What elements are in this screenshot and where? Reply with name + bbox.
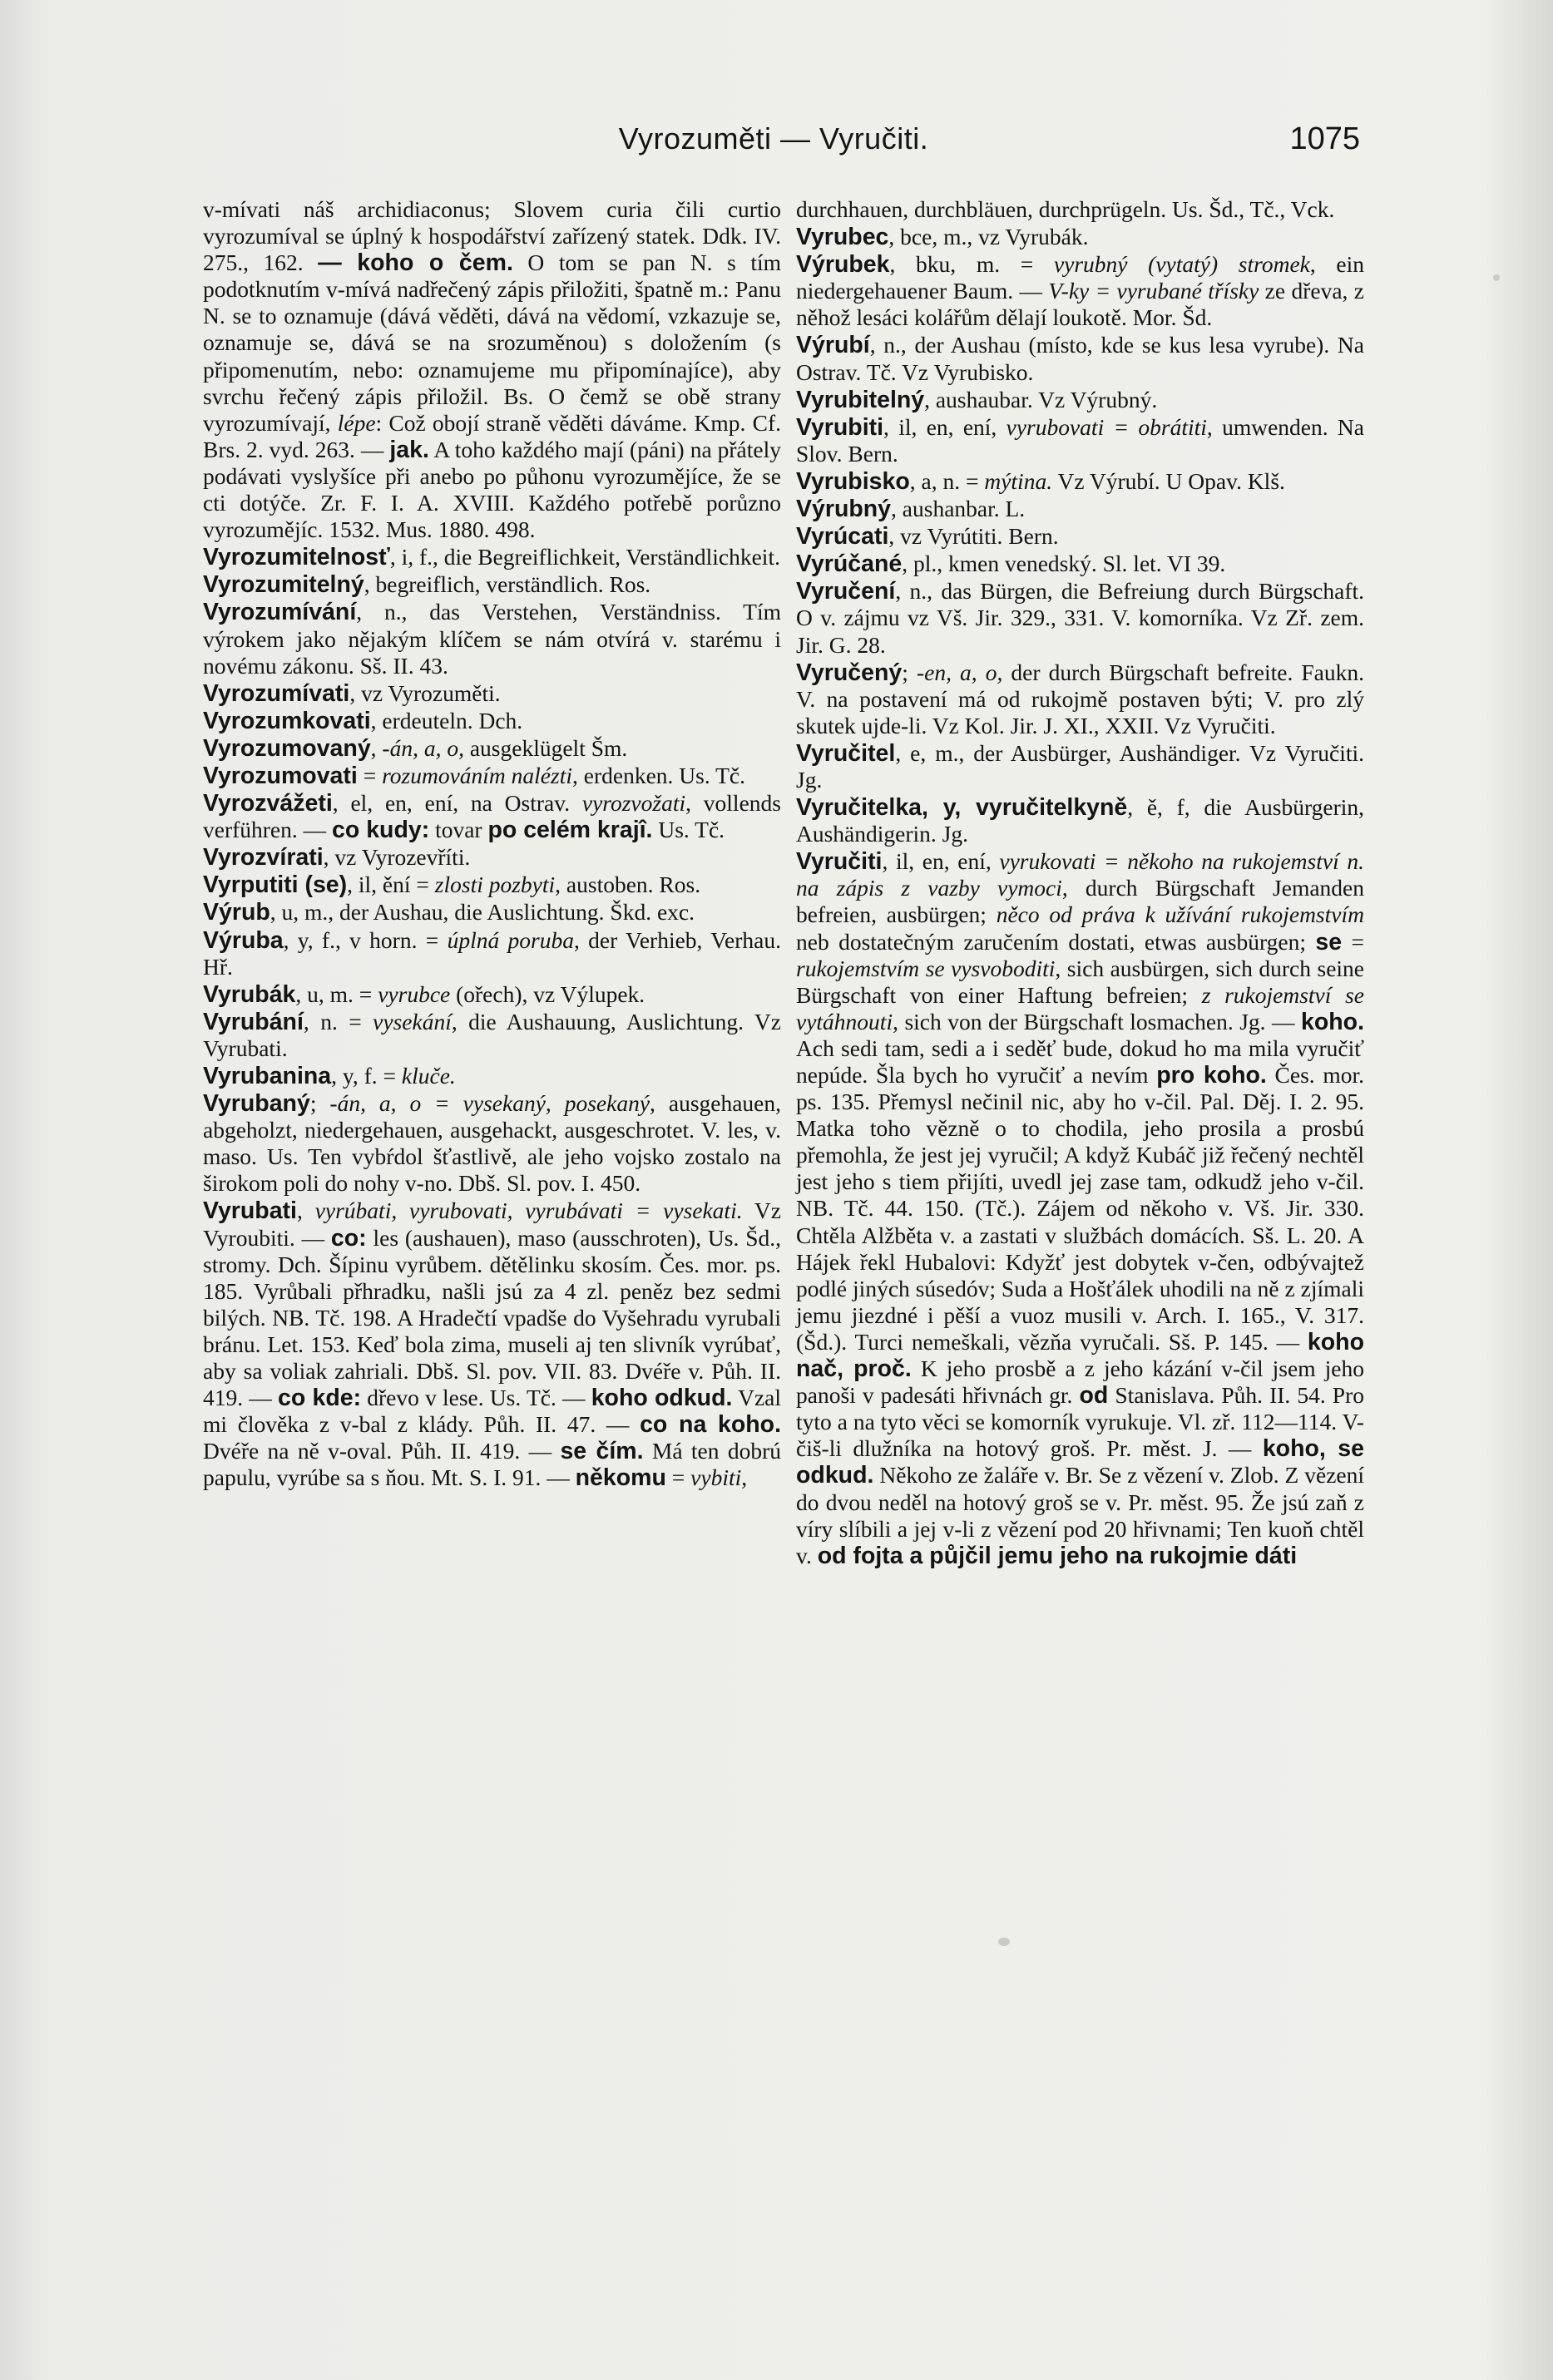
dictionary-entry	[203, 571, 781, 598]
entry-text: ,	[296, 1197, 315, 1224]
entry-text: Má ten dobrú papulu, vyrúbe sa s ňou. Mt. S. I. 91. —	[203, 1438, 781, 1491]
dictionary-entry	[203, 735, 781, 762]
entry-text: durchhauen, durchbläuen, durchprügeln. Us. Šd., Tč., Vck.	[796, 196, 1335, 222]
entry-text: , vz Vyrozevříti.	[323, 844, 471, 871]
headword: koho nač, proč.	[796, 1328, 1364, 1383]
headword: Vyručitel	[796, 739, 896, 767]
headword: pro koho.	[1156, 1062, 1267, 1089]
headword: co na koho.	[640, 1411, 781, 1439]
headword: jak.	[389, 436, 429, 463]
headword: Vyručiti	[796, 848, 883, 876]
entry-text: , n., das Bürgen, die Befreiung durch Bürgschaft. O v. zájmu vz Vš. Jir. 329., 331. V. komorníka. Vz Zř. zem. Jir. G. 28.	[796, 578, 1364, 658]
italic-gloss: rukojemstvím se vysvoboditi	[796, 955, 1056, 981]
dictionary-entry	[203, 763, 781, 789]
headword: se čím.	[560, 1438, 644, 1465]
entry-text: , il, en, ení,	[883, 413, 1006, 440]
entry-text: =	[357, 762, 383, 788]
entry-text: , el, en, ení, na Ostrav.	[332, 790, 582, 817]
italic-gloss: vyrozvožati	[581, 790, 686, 817]
italic-gloss: -en, a, o,	[916, 659, 1003, 685]
dictionary-entry	[796, 523, 1364, 550]
italic-gloss: z rukojemství se vytáhnouti	[796, 981, 1364, 1034]
entry-text: , u, m. =	[295, 980, 378, 1007]
entry-text: , a, n. =	[909, 467, 985, 494]
entry-text: , e, m., der Ausbürger, Aushändiger. Vz Vyručiti. Jg.	[796, 739, 1364, 793]
dictionary-entry	[796, 659, 1364, 739]
dictionary-entry	[796, 224, 1364, 250]
headword: Vyručení	[796, 578, 896, 605]
headword: Vyrubec	[796, 224, 889, 251]
entry-text: O tom se pan N. s tím podotknutím v-mívá nadřečený zápis přiložiti, špatně m.: Panu N. se to oznamuje (dává věděti, dává na vědomí, vzkazuje se, oznamuje se, dává se na srozuměnou) s doložením (s připomenutím, nebo: oznamujeme mu připomínajíce), aby svrchu řečený zápis přiložil. Bs. O čemž se obě strany vyrozumívají,	[203, 249, 781, 436]
headword: koho odkud.	[591, 1385, 733, 1412]
dictionary-entry	[203, 680, 781, 707]
dictionary-entry	[203, 544, 781, 570]
entry-text: , u, m., der Aushau, die Auslichtung. Škd. exc.	[270, 899, 695, 926]
dictionary-entry	[796, 578, 1364, 658]
entry-text: , erdeuteln. Dch.	[370, 707, 523, 733]
entry-text: , die Aushauung, Auslichtung. Vz Vyrubati.	[203, 1008, 781, 1061]
entry-text: Dvéře na ně v-oval. Půh. II. 419. —	[203, 1438, 561, 1464]
entry-text: (ořech), vz Výlupek.	[450, 980, 645, 1007]
entry-text: A toho každého mají (páni) na přátely podávati vyslyšíce při anebo po půhonu vyrozumějíce, že se cti dotýče. Zr. F. I. A. XVIII. Každého potřebě porůzno vyrozumějíc. 1532. Mus. 1880. 498.	[203, 436, 781, 543]
headword: Vyručitelka, y, vyručitelkyně	[796, 794, 1128, 822]
headword: Vyrúcati	[796, 523, 889, 551]
entry-text: , ausgehauen, abgeholzt, niedergehauen, ausgehackt, ausgeschrotet. V. les, v. maso. Us. Ten vybŕdol šťastlivě, ale jeho vojsko zostalo na širokom poli do nohy v-no. Dbš. Sl. pov. I. 450.	[203, 1090, 782, 1197]
dictionary-entry	[796, 496, 1364, 522]
headword: Vyrubati	[203, 1197, 297, 1225]
entry-text: , bku, m. =	[889, 251, 1054, 278]
headword: Vyrozvírati	[203, 844, 324, 872]
headword: koho.	[1301, 1008, 1364, 1035]
dictionary-entry	[203, 981, 781, 1008]
italic-gloss: vybiti	[690, 1464, 742, 1491]
headword: Vyrozumitelnosť	[203, 544, 390, 571]
dictionary-entry	[796, 794, 1364, 847]
headword: Výruba	[203, 926, 284, 954]
entry-text: , umwenden. Na Slov. Bern.	[796, 413, 1364, 467]
entry-text: : Což obojí straně věděti dáváme. Kmp. Cf. Brs. 2. vyd. 263. —	[203, 409, 781, 462]
page-stain	[1493, 274, 1500, 281]
headword: Vyrubisko	[796, 467, 910, 495]
headword: co:	[330, 1224, 367, 1252]
entry-text: dřevo v lese. Us. Tč. —	[361, 1385, 591, 1411]
entry-text: ze dřeva, z něhož lesáci kolářům dělají loukotě. Mor. Šd.	[796, 278, 1364, 331]
headword: Vyrubitelný	[796, 386, 925, 413]
dictionary-entry	[203, 790, 781, 843]
headword: někomu	[575, 1464, 666, 1492]
italic-gloss: mýtina.	[984, 467, 1053, 494]
entry-text: ,	[741, 1464, 748, 1491]
entry-text: , n., das Verstehen, Verständniss. Tím výrokem jako nějakým klíčem se nám otvírá v. starému i novému zákonu. Sš. II. 43.	[203, 599, 781, 679]
headword: od fojta a půjčil jemu jeho na rukojmie dáti	[817, 1542, 1298, 1569]
headword: co kde:	[278, 1385, 362, 1412]
entry-text: v-mívati náš archidiaconus; Slovem curia čili curtio vyrozumíval se úplný k hospodářství zařízený statek. Ddk. IV. 275., 162.	[203, 196, 781, 276]
entry-text: , n., der Aushau (místo, kde se kus lesa vyrube). Na Ostrav. Tč. Vz Vyrubisko.	[796, 332, 1364, 385]
entry-text: , begreiflich, verständlich. Ros.	[364, 571, 651, 598]
entry-text: , y, f., v horn. =	[283, 926, 448, 953]
entry-text: , ein niedergehauener Baum. —	[796, 251, 1364, 304]
italic-gloss: -án, a, o = vysekaný, posekaný	[329, 1090, 650, 1117]
entry-text: , pl., kmen venedský. Sl. let. VI 39.	[902, 551, 1226, 577]
entry-text: , austoben. Ros.	[555, 872, 701, 898]
headword: Vyrputiti (se)	[203, 872, 348, 899]
left-column	[203, 196, 781, 1493]
entry-text: les (aushauen), maso (ausschroten), Us. Šd., stromy. Dch. Šípinu vyrůbem. dětělinku skosím. Čes. mor. ps. 185. Vyrůbali přhradku, našli jsú za 4 zl. peněz bez sedmi bilých. NB. Tč. 198. A Hradečtí vpadše do Vyšehradu vyrubali bránu. Let. 153. Keď bola zima, museli aj ten slivník vyrúbať, aby sa voliak zahriali. Dbš. Sl. pov. VII. 83. Dvéře v. Půh. II. 419. —	[203, 1224, 781, 1411]
entry-text: , aushaubar. Vz Výrubný.	[924, 386, 1158, 412]
entry-text: =	[665, 1464, 691, 1491]
headword: co kudy:	[332, 817, 430, 844]
headword: Vyrozumovati	[203, 762, 358, 789]
italic-gloss: vyrúbati, vyrubovati, vyrubávati = vysekati.	[314, 1197, 743, 1224]
dictionary-entry	[203, 1009, 781, 1062]
headword: koho, se odkud.	[796, 1435, 1364, 1489]
entry-text: Vz Vyroubiti. —	[203, 1197, 781, 1251]
italic-gloss: vyrubce	[378, 980, 451, 1007]
dictionary-entry	[796, 414, 1364, 467]
headword: Vyrubaný	[203, 1090, 310, 1118]
entry-text: K jeho prosbě a z jeho kázání v-čil jsem jeho panoši v padesáti hřivnách gr.	[796, 1355, 1364, 1409]
italic-gloss: lépe	[337, 409, 376, 436]
headword: Vyrozvážeti	[203, 790, 333, 817]
entry-text: Stanislava. Půh. II. 54. Pro tyto a na tyto věci se komorník vyrukuje. Vl. zř. 112—114. V-čiš-li dlužníka na hotový groš. Pr. měst. J. —	[796, 1382, 1364, 1462]
dictionary-entry	[796, 740, 1364, 793]
dictionary-entry	[203, 1090, 781, 1197]
entry-text: , y, f. =	[331, 1063, 402, 1089]
entry-text: , der Verhieb, Verhau. Hř.	[203, 926, 781, 980]
headword: Vyrozumovaný	[203, 734, 371, 762]
headword: od	[1079, 1382, 1109, 1410]
headword: se	[1315, 928, 1343, 955]
entry-text: , sich ausbürgen, sich durch seine Bürgschaft von einer Haftung befreien;	[796, 955, 1364, 1008]
headword: Vyrozumitelný	[203, 571, 364, 599]
entry-text: tovar	[429, 817, 488, 843]
italic-gloss: rozumováním nalézti	[382, 762, 572, 788]
italic-gloss: -án, a, o,	[382, 734, 464, 761]
dictionary-entry	[796, 196, 1364, 223]
dictionary-entry	[203, 899, 781, 926]
italic-gloss: úplná poruba	[447, 926, 574, 953]
entry-text: ,	[370, 734, 383, 761]
page-stain	[998, 1938, 1010, 1946]
dictionary-entry	[203, 599, 781, 679]
page-header	[0, 121, 1553, 171]
dictionary-entry	[796, 848, 1364, 1569]
headword: Vyrubiti	[796, 413, 884, 441]
headword: Výrub	[203, 899, 270, 926]
italic-gloss: vysekání	[373, 1008, 452, 1034]
entry-text: Ach sedi tam, sedi a i seděť bude, dokud ho ma mila vyručiť nepúde. Šla bych ho vyručiť a nevím	[796, 1034, 1364, 1088]
entry-text: , aushanbar. L.	[891, 496, 1026, 522]
entry-text: ausgeklügelt Šm.	[463, 734, 628, 761]
entry-text: , n. =	[303, 1008, 373, 1034]
entry-text: , durch Bürgschaft Jemanden befreien, ausbürgen;	[796, 875, 1364, 928]
entry-text: , il, ění =	[347, 872, 435, 898]
entry-text: , sich von der Bürgschaft losmachen. Jg. —	[893, 1008, 1301, 1034]
dictionary-entry	[203, 927, 781, 980]
headword: Vyrozumívání	[203, 599, 357, 626]
dictionary-entry	[203, 872, 781, 898]
entry-text: , ě, f, die Ausbürgerin, Aushändigerin. Jg.	[796, 794, 1364, 847]
page-number: 1075	[1289, 121, 1360, 156]
dictionary-entry	[796, 251, 1364, 331]
entry-text: Vz Výrubí. U Opav. Klš.	[1052, 467, 1285, 494]
entry-text: ;	[309, 1090, 330, 1117]
entry-text: Vzal mi člověka z v-bal z klády. Půh. II. 47. —	[203, 1385, 782, 1438]
entry-text: , vz Vyrozuměti.	[349, 679, 501, 706]
entry-text: neb dostatečným zaručením dostati, etwas ausbürgen;	[796, 928, 1316, 955]
italic-gloss: kluče.	[401, 1063, 456, 1089]
headword: Výrubek	[796, 251, 890, 279]
entry-text: , bce, m., vz Vyrubák.	[888, 224, 1089, 250]
right-column	[796, 196, 1364, 1570]
italic-gloss: vyrubovati = obrátiti	[1006, 413, 1207, 440]
entry-text: =	[1342, 928, 1364, 955]
running-head: Vyrozuměti — Vyručiti.	[618, 121, 929, 156]
dictionary-entry	[203, 1197, 781, 1491]
dictionary-entry	[203, 708, 781, 734]
entry-text: , i, f., die Begreiflichkeit, Verständlichkeit.	[389, 544, 780, 570]
italic-gloss: vyrubný (vytatý) stromek	[1053, 251, 1310, 278]
headword: — koho o čem.	[318, 249, 513, 277]
headword: po celém krajî.	[487, 817, 653, 844]
headword: Vyručený	[796, 659, 903, 686]
headword: Výrubí	[796, 332, 870, 359]
italic-gloss: zlosti pozbyti	[434, 872, 556, 898]
entry-text: , il, en, ení,	[882, 848, 1000, 875]
headword: Vyrozumívati	[203, 679, 350, 707]
entry-text: ;	[902, 659, 917, 685]
entry-text: Us. Tč.	[652, 817, 725, 843]
headword: Vyrubák	[203, 980, 296, 1008]
dictionary-entry	[796, 332, 1364, 385]
entry-text: , vz Vyrútiti. Bern.	[888, 523, 1059, 550]
entry-text: Čes. mor. ps. 135. Přemysl nečinil nic, aby ho v-čil. Pal. Děj. I. 2. 95. Matka toho vězně o to chodila, jeho prosila a prosbú přemohla, že jest jej vyručil; A když Kubáč již řečený nechtěl jest jeho s tiem přijíti, uvedl jej zase tam, odkudž jeho v-čil. NB. Tč. 44. 150. (Tč.). Zájem od někoho v. Vš. Jir. 330. Chtěla Alžběta v. a zastati v službách domácích. Sš. L. 20. A Hájek řekl Hubalovi: Kdyžť jest dobytek v-čen, odbývajtež podlé jiných súsedóv; Suda a Hošťálek uhodili na ně z zjímali jemu jiezdné i pěší a vuoz musili v. Arch. I. 165., V. 317. (Šd.). Turci nemeškali, vězňa vyručali. Sš. P. 145. —	[796, 1062, 1364, 1355]
headword: Vyrubání	[203, 1008, 304, 1035]
italic-gloss: vyrukovati = někoho na rukojemství n. na zápis z vazby vymoci	[796, 848, 1364, 901]
dictionary-entry	[796, 468, 1364, 495]
dictionary-entry	[796, 551, 1364, 577]
entry-text: der durch Bürgschaft befreite. Faukn. V. na postavení má od rukojmě postaven býti; V. pro zlý skutek ujde-li. Vz Kol. Jir. J. XI., XXII. Vz Vyručiti.	[796, 659, 1365, 738]
entry-text: Někoho ze žaláře v. Br. Se z vězení v. Zlob. Z vězení do dvou neděl na hotový groš se v. Pr. měst. 95. Že jsú zaň z víry slíbili a jej v-li z vězení pod 20 hřivnami; Ten kuoň chtěl v.	[796, 1462, 1364, 1568]
dictionary-entry	[203, 196, 781, 543]
entry-text: , erdenken. Us. Tč.	[572, 762, 745, 788]
dictionary-entry	[796, 387, 1364, 413]
entry-text: , vollends verführen. —	[203, 790, 781, 843]
headword: Výrubný	[796, 496, 892, 523]
headword: Vyrúčané	[796, 551, 903, 578]
headword: Vyrubanina	[203, 1063, 332, 1089]
italic-gloss: V-ky = vyrubané třísky	[1048, 278, 1259, 304]
italic-gloss: něco od práva k užívání rukojemstvím	[996, 901, 1364, 928]
dictionary-entry	[203, 1063, 781, 1089]
headword: Vyrozumkovati	[203, 707, 371, 734]
dictionary-entry	[203, 844, 781, 871]
